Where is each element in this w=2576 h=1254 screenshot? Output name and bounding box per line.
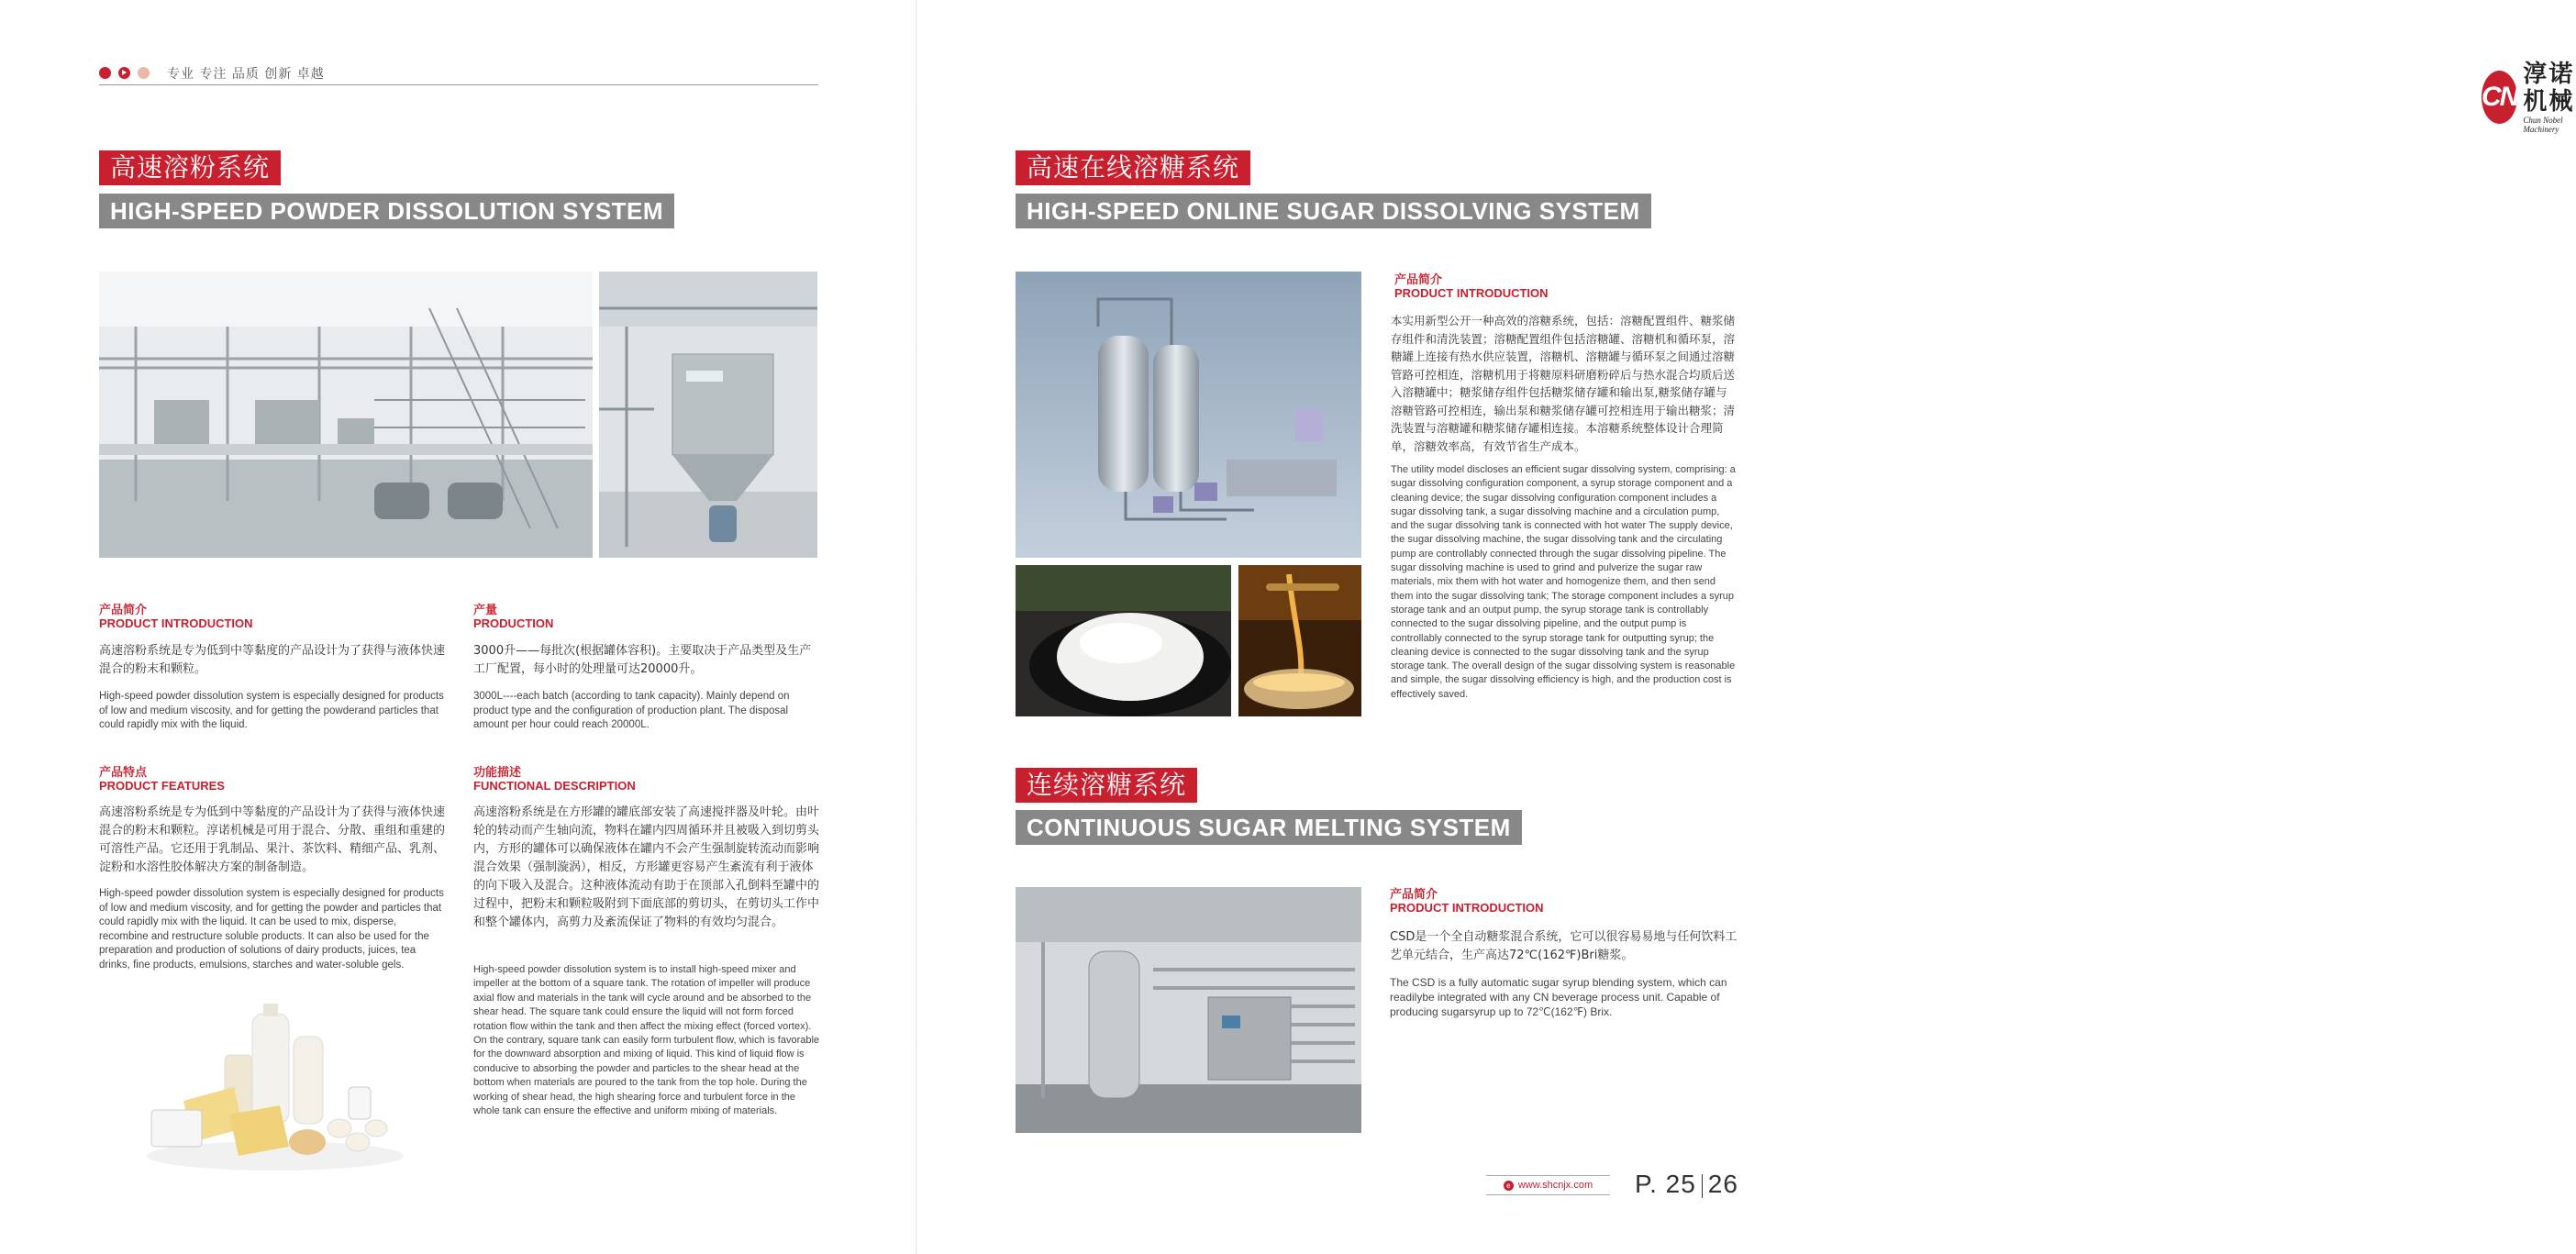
header-rule [99, 84, 818, 85]
online-sugar-title-cn: 高速在线溶糖系统 [1016, 150, 1250, 185]
online-intro-head-en: PRODUCT INTRODUCTION [1394, 286, 1549, 300]
dairy-products-photo [142, 1000, 404, 1174]
intro-body-cn: 高速溶粉系统是专为低到中等黏度的产品设计为了获得与液体快速混合的粉末和颗粒。 [99, 644, 446, 676]
production-body-en: 3000L----each batch (according to tank capacity). Mainly depend on product type and the configuration of production plant. The disposal amount per hour could reach 20000L. [473, 691, 790, 730]
production-body-cn: 3000升——每批次(根据罐体容积)。主要取决于产品类型及生产工厂配置，每小时的处理量可达20000升。 [473, 644, 812, 676]
continuous-sugar-title-en: CONTINUOUS SUGAR MELTING SYSTEM [1016, 810, 1522, 845]
features-body-cn: 高速溶粉系统是专为低到中等黏度的产品设计为了获得与液体快速混合的粉末和颗粒。淳诺机械是可用于混合、分散、重组和重建的可溶性产品。它还用于乳制品、果汁、茶饮料、精细产品、乳剂、淀粉和水溶性胶体解决方案的制备制造。 [99, 805, 446, 874]
play-dot-icon [118, 67, 130, 79]
page-divider [1702, 1174, 1703, 1198]
online-intro-body-en: The utility model discloses an efficient sugar dissolving system, comprising: a sugar dissolving configuration component, a syrup storage component and a cleaning device; the sugar dissolving configuration component includes a sugar dissolving tank, a sugar dissolving machine and a circulation pump, and the sugar dissolving tank is connected with hot water The supply device, the sugar dissolving machine, the sugar dissolving tank and the circulating pump are controllably connected through the sugar dissolving pipeline. The sugar dissolving machine is used to grind and pulverize the sugar raw materials, mix them with hot water and homogenize them, and then send them into the sugar dissolving tank; The storage component includes a syrup storage tank and an output pump, the syrup storage tank is controllably connected to the sugar dissolving pipeline, and the output pump is controllably connected to the syrup storage tank for outputting syrup; the cleaning device is connected to the sugar dissolving tank and the syrup storage tank. The overall design of the sugar dissolving system is reasonable and simple, the sugar dissolving efficiency is high, and the production cost is effectively saved. [1391, 464, 1736, 700]
pink-dot-icon [138, 67, 150, 79]
tank-detail-photo [599, 272, 817, 558]
online-intro-head-cn: 产品简介 [1394, 273, 1443, 287]
continuous-sugar-photo [1016, 887, 1361, 1133]
continuous-sugar-title-cn: 连续溶糖系统 [1016, 768, 1197, 803]
function-head-en: FUNCTIONAL DESCRIPTION [473, 779, 636, 793]
red-dot-icon [99, 67, 111, 79]
production-head-en: PRODUCTION [473, 616, 554, 630]
powder-title-en: HIGH-SPEED POWDER DISSOLUTION SYSTEM [99, 194, 674, 228]
continuous-intro-body-cn: CSD是一个全自动糖浆混合系统，它可以很容易易地与任何饮料工艺单元结合，生产高达72℃(162℉)Bri糖浆。 [1390, 930, 1738, 962]
function-body-en: High-speed powder dissolution system is to install high-speed mixer and impeller at the bottom of a square tank. The rotation of impeller will produce axial flow and materials in the tank will cycle around and be absorbed to the shear head. The square tank could ensure the liquid will not form forced rotation flow within the tank and then affect the mixing effect (forced vortex). On the contrary, square tank can easily form turbulent flow, which is favorable for the downward absorption and mixing of liquid. This kind of liquid flow is conducive to absorbing the powder and particles to the shear head at the bottom when materials are poured to the tank from the top hole. During the working of shear head, the high shearing force and turbulent force in the whole tank can ensure the effective and uniform mixing of materials. [473, 964, 820, 1117]
sugar-system-render [1016, 272, 1361, 558]
header-dots [99, 67, 150, 79]
left-page [0, 0, 916, 1254]
brand-logo [2482, 61, 2576, 134]
globe-icon: e [1504, 1181, 1514, 1191]
page-number [1635, 1170, 1738, 1199]
logo-name-cn: 淳诺机械 [2523, 61, 2575, 116]
powder-title-cn: 高速溶粉系统 [99, 150, 281, 185]
syrup-photo [1238, 565, 1361, 716]
continuous-intro-head-en: PRODUCT INTRODUCTION [1390, 901, 1544, 915]
logo-name-en: Chun Nobel Machinery [2523, 116, 2563, 134]
page-number-left: P. 25 [1635, 1170, 1696, 1198]
features-body-en: High-speed powder dissolution system is especially designed for products of low and medium viscosity, and for getting the powder and particles that could rapidly mix with the liquid. It can be used to mix, disperse, recombine and restructure soluble products. It can also be used for the preparation and production of solutions of dairy products, juices, tea drinks, fine products, emulsions, starches and water-soluble gels. [99, 888, 444, 971]
function-head-cn: 功能描述 [473, 766, 522, 780]
features-head-en: PRODUCT FEATURES [99, 779, 225, 793]
online-sugar-title-en: HIGH-SPEED ONLINE SUGAR DISSOLVING SYSTEM [1016, 194, 1651, 228]
white-sugar-photo [1016, 565, 1231, 716]
function-body-cn: 高速溶粉系统是在方形罐的罐底部安装了高速搅拌器及叶轮。由叶轮的转动而产生轴向流，物料在罐内四周循环并且被吸入到切剪头内，方形的罐体可以确保液体在罐内不会产生强制旋转流动而影响混合效果（强制漩涡），相反，方形罐更容易产生紊流有利于液体的向下吸入及混合。这种液体流动有助于在顶部入孔倒料至罐中的过程中，把粉末和颗粒吸附到下面底部的剪切头，在剪切头工作中和整个罐体内，高剪力及紊流保证了物料的有效均匀混合。 [473, 805, 820, 929]
page-number-right: 26 [1707, 1170, 1738, 1198]
continuous-intro-body-en: The CSD is a fully automatic sugar syrup blending system, which can readilybe integrated with any CN beverage process unit. Capable of producing sugarsyrup up to 72℃(162℉) Brix. [1390, 976, 1727, 1018]
powder-plant-photo [99, 272, 593, 558]
website-link[interactable] [1486, 1175, 1610, 1195]
website-url: www.shcnjx.com [1517, 1180, 1593, 1191]
intro-body-en: High-speed powder dissolution system is especially designed for products of low and medium viscosity, and for getting the powderand particles that could rapidly mix with the liquid. [99, 691, 444, 730]
online-intro-body-cn: 本实用新型公开一种高效的溶糖系统，包括：溶糖配置组件、糖浆储存组件和清洗装置；溶糖配置组件包括溶糖罐、溶糖机和循环泵，溶糖罐上连接有热水供应装置，溶糖机、溶糖罐与循环泵之间通过溶糖管路可控相连，溶糖机用于将糖原料研磨粉碎后与热水混合均质后送入溶糖罐中；糖浆储存组件包括糖浆储存罐和输出泵,糖浆储存罐与溶糖管路可控相连，输出泵和糖浆储存罐可控相连用于输出糖浆；清洗装置与溶糖罐和糖浆储存罐相连接。本溶糖系统整体设计合理简单，溶糖效率高，有效节省生产成本。 [1391, 314, 1736, 453]
cn-logo-icon: CN [2482, 71, 2517, 124]
intro-head-cn: 产品简介 [99, 604, 148, 617]
header-slogan: 专业 专注 品质 创新 卓越 [167, 67, 325, 82]
continuous-intro-head-cn: 产品简介 [1390, 888, 1438, 902]
features-head-cn: 产品特点 [99, 766, 148, 780]
production-head-cn: 产量 [473, 604, 498, 617]
intro-head-en: PRODUCT INTRODUCTION [99, 616, 253, 630]
